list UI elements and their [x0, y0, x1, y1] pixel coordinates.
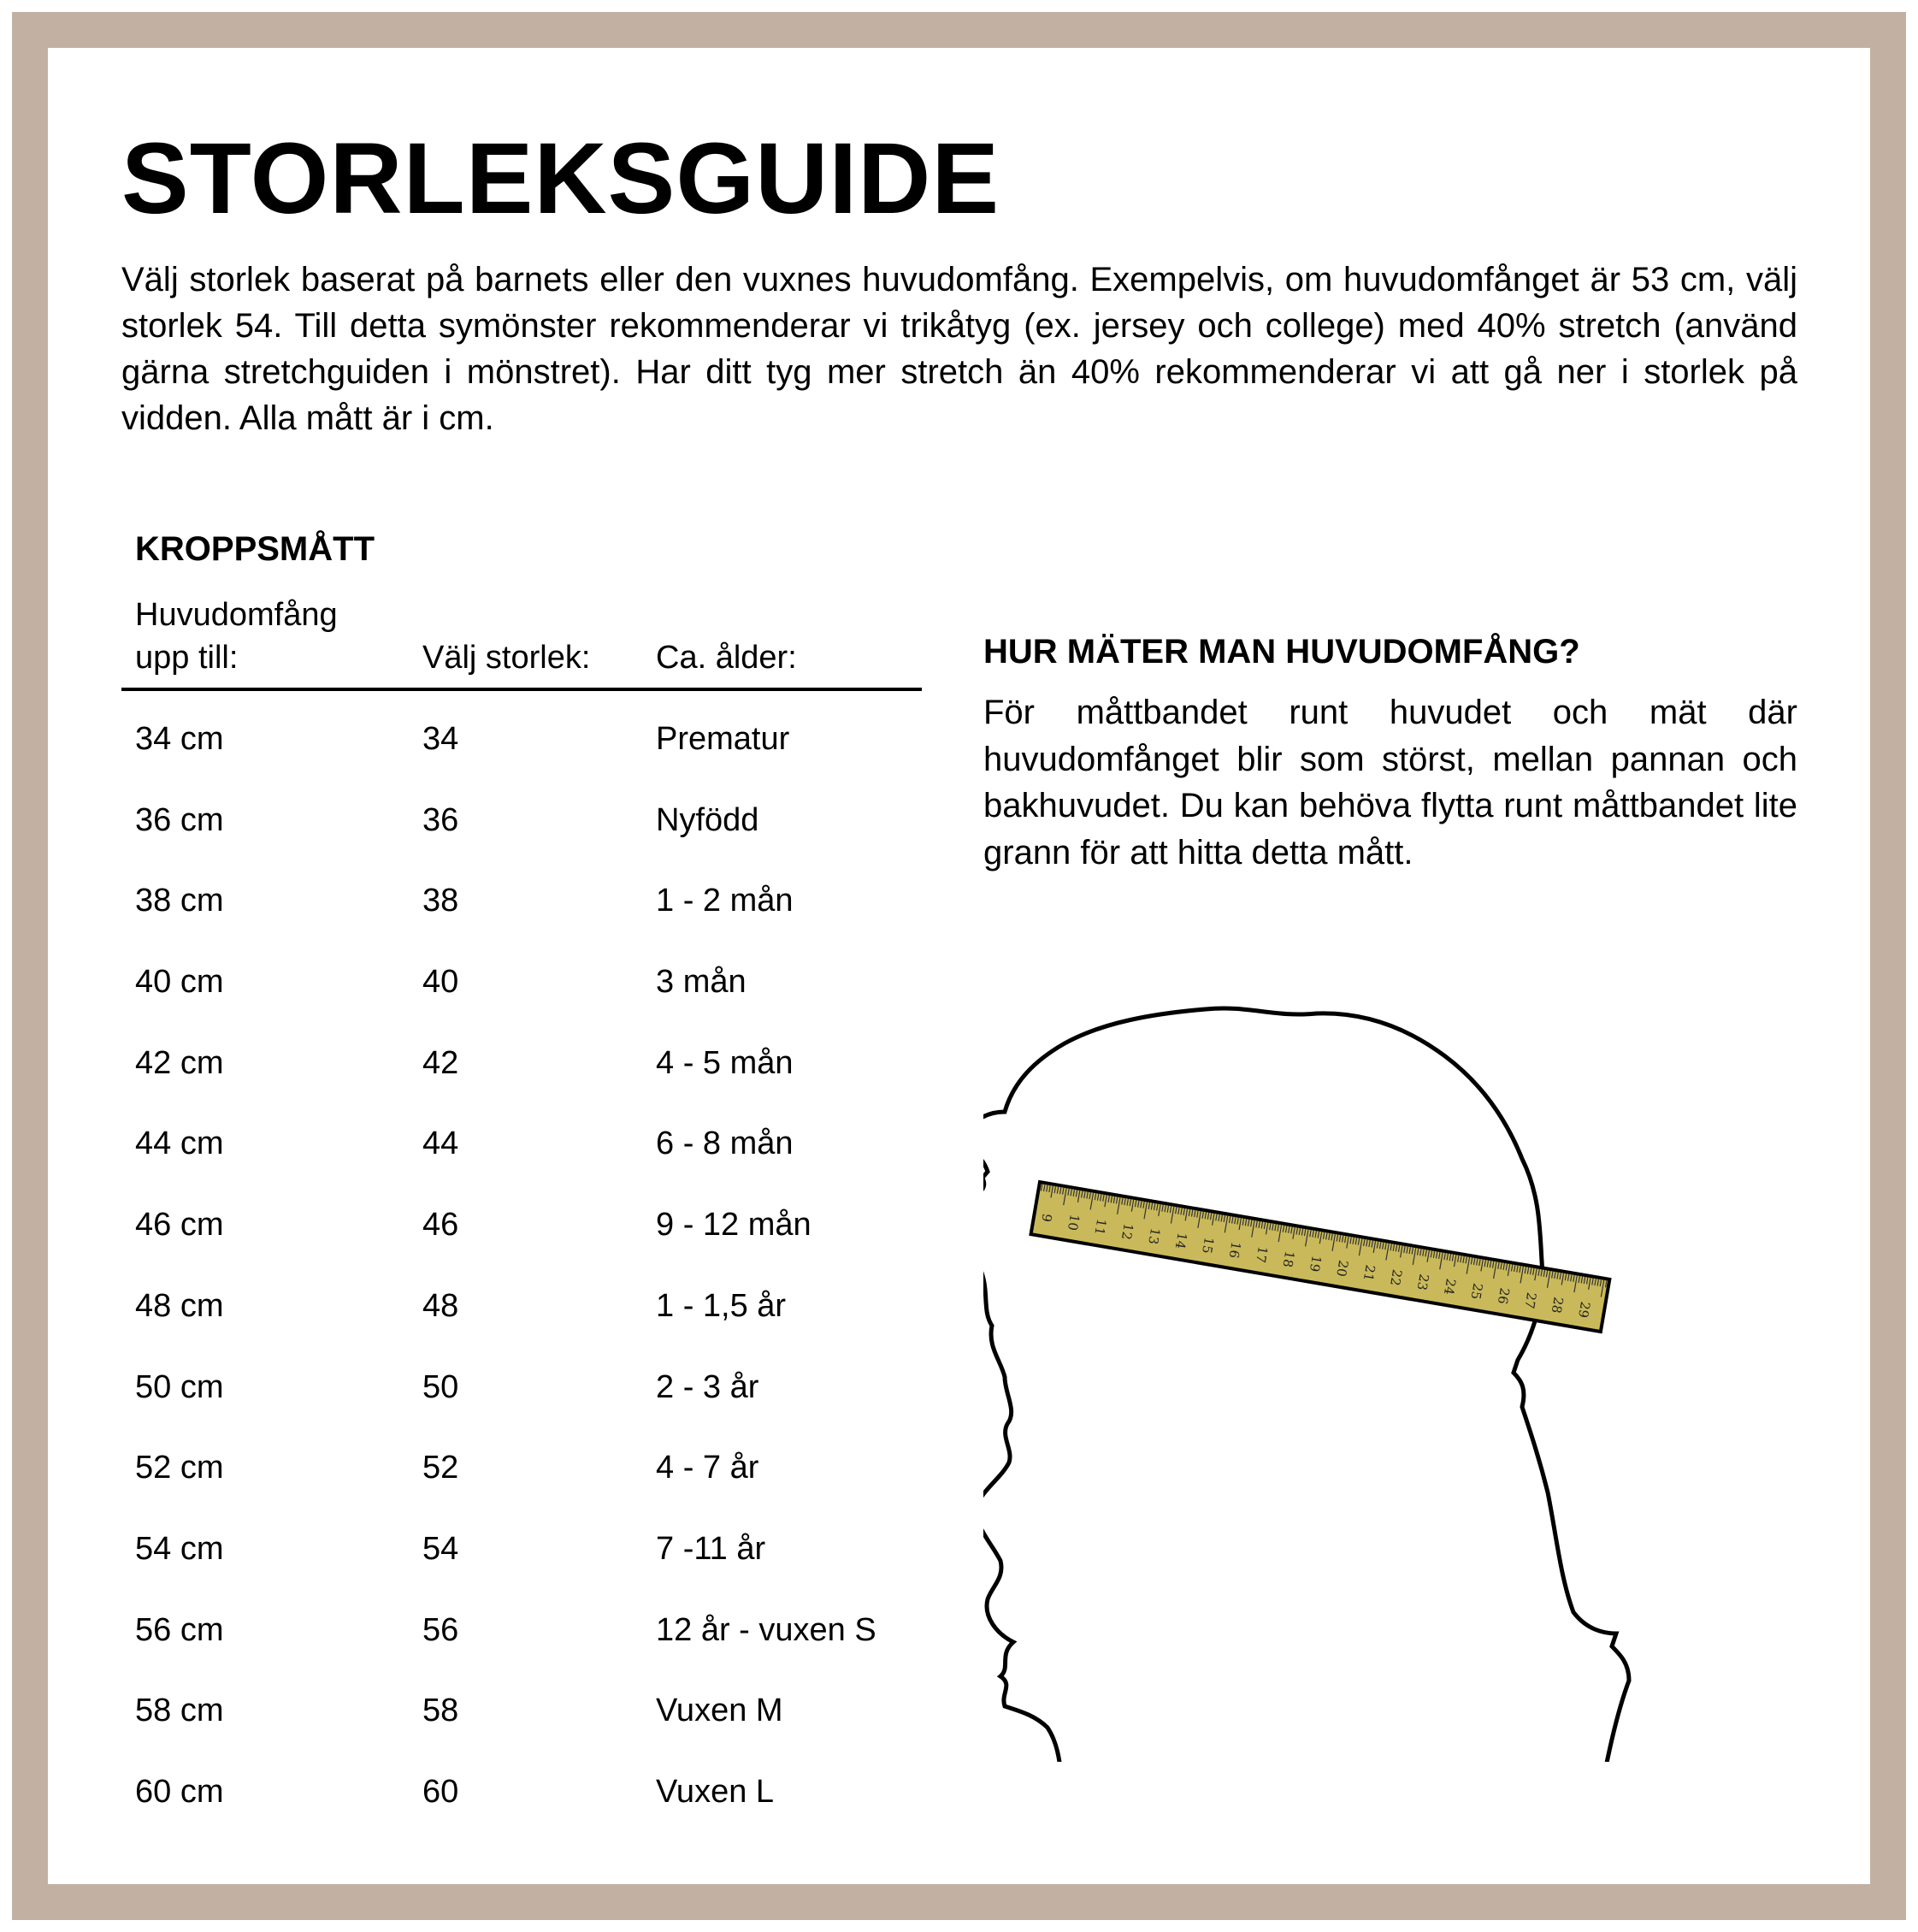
size-table: [121, 595, 922, 1825]
tape-number: 17: [1252, 1244, 1271, 1264]
intro-paragraph: Välj storlek baserat på barnets eller den vuxnes huvudomfång. Exempelvis, om huvudomfånget är 53 cm, välj storlek 54. Till detta symönster rekommenderar vi trikåtyg (ex. jersey och college) med 40% stretch (använd gärna stretchguiden i mönstret). Har ditt tyg mer stretch än 40% rekommenderar vi att gå ner i storlek på vidden. Alla mått är i cm.: [121, 261, 1797, 437]
cell-age: 3 mån: [656, 964, 747, 1001]
cell-head-circumference: 48 cm: [135, 1287, 224, 1324]
table-row: [121, 1501, 922, 1582]
table-row: [121, 772, 922, 854]
cell-size: 52: [422, 1450, 459, 1486]
size-table-body: [121, 691, 922, 1825]
cell-head-circumference: 58 cm: [135, 1693, 224, 1729]
cell-age: Vuxen L: [656, 1773, 775, 1810]
cell-size: 56: [422, 1611, 459, 1648]
table-row: [121, 1339, 922, 1421]
table-row: [121, 1582, 922, 1663]
cell-head-circumference: 40 cm: [135, 964, 224, 1001]
tape-number: 26: [1494, 1286, 1513, 1306]
header-approx-age: Ca. ålder:: [656, 640, 797, 676]
page-title: STORLEKSGUIDE: [121, 122, 1000, 235]
tape-number: 22: [1387, 1267, 1406, 1287]
measuring-tape: [1031, 1182, 1610, 1332]
cell-head-circumference: 42 cm: [135, 1044, 224, 1081]
header-head-circumference: Huvudomfång upp till:: [135, 597, 338, 676]
head-outline: [983, 1008, 1629, 1762]
tape-number: 20: [1333, 1259, 1352, 1278]
cell-age: 9 - 12 mån: [656, 1207, 811, 1244]
tape-number: 19: [1306, 1254, 1325, 1273]
tape-number: 14: [1171, 1231, 1190, 1250]
cell-age: Nyfödd: [656, 801, 759, 838]
tape-number: 13: [1145, 1226, 1164, 1246]
cell-age: 1 - 2 mån: [656, 883, 794, 919]
tape-number: 15: [1199, 1236, 1218, 1256]
cell-size: 36: [422, 801, 459, 838]
cell-size: 44: [422, 1126, 459, 1162]
cell-head-circumference: 46 cm: [135, 1207, 224, 1244]
tape-number: 18: [1279, 1250, 1298, 1269]
cell-head-circumference: 44 cm: [135, 1126, 224, 1162]
cell-size: 40: [422, 964, 459, 1001]
tape-number: 23: [1413, 1273, 1432, 1292]
cell-head-circumference: 36 cm: [135, 801, 224, 838]
table-row: [121, 1258, 922, 1339]
cell-head-circumference: 34 cm: [135, 721, 224, 757]
cell-age: 4 - 5 mån: [656, 1044, 794, 1081]
table-row: [121, 1096, 922, 1177]
cell-size: 58: [422, 1693, 459, 1729]
table-row: [121, 1177, 922, 1258]
table-row: [121, 934, 922, 1015]
cell-age: Vuxen M: [656, 1693, 783, 1729]
tape-number: 25: [1467, 1281, 1486, 1301]
how-to-measure-text: För måttbandet runt huvudet och mät där huvudomfånget blir som störst, mellan pannan och bakhuvudet. Du kan behöva flytta runt måttbandet lite grann för att hitta detta mått.: [983, 694, 1797, 871]
table-row: [121, 1015, 922, 1096]
cell-size: 60: [422, 1773, 459, 1810]
cell-size: 46: [422, 1207, 459, 1244]
tape-number: 16: [1225, 1240, 1244, 1260]
tape-number: 10: [1064, 1213, 1083, 1232]
cell-age: 1 - 1,5 år: [656, 1287, 787, 1324]
size-table-header: [121, 595, 922, 691]
section-title-body-measurements: KROPPSMÅTT: [135, 530, 375, 568]
table-row: [121, 691, 922, 772]
cell-head-circumference: 60 cm: [135, 1773, 224, 1810]
tape-number: 24: [1440, 1277, 1459, 1297]
tape-number: 27: [1521, 1291, 1540, 1310]
cell-size: 50: [422, 1368, 459, 1405]
tape-number: 29: [1575, 1300, 1594, 1320]
tape-number: 9: [1038, 1212, 1055, 1224]
table-row: [121, 1420, 922, 1501]
cell-head-circumference: 54 cm: [135, 1530, 224, 1567]
table-row: [121, 1663, 922, 1744]
cell-age: 7 -11 år: [656, 1530, 766, 1567]
cell-size: 34: [422, 721, 459, 757]
how-to-measure-title: HUR MÄTER MAN HUVUDOMFÅNG?: [983, 633, 1580, 671]
cell-age: 12 år - vuxen S: [656, 1611, 876, 1648]
table-row: [121, 1744, 922, 1825]
cell-head-circumference: 52 cm: [135, 1450, 224, 1486]
tape-number: 12: [1118, 1222, 1136, 1241]
cell-size: 42: [422, 1044, 459, 1081]
header-choose-size: Välj storlek:: [422, 640, 591, 676]
cell-age: 2 - 3 år: [656, 1368, 759, 1405]
cell-size: 48: [422, 1287, 459, 1324]
tape-number: 11: [1091, 1217, 1110, 1237]
cell-age: 6 - 8 mån: [656, 1126, 794, 1162]
cell-size: 38: [422, 883, 459, 919]
tape-number: 28: [1548, 1296, 1567, 1315]
cell-age: 4 - 7 år: [656, 1450, 759, 1486]
cell-head-circumference: 38 cm: [135, 883, 224, 919]
cell-head-circumference: 56 cm: [135, 1611, 224, 1648]
table-row: [121, 853, 922, 934]
cell-head-circumference: 50 cm: [135, 1368, 224, 1405]
head-measuring-illustration: [983, 941, 1685, 1762]
cell-age: Prematur: [656, 721, 790, 757]
cell-size: 54: [422, 1530, 459, 1567]
tape-number: 21: [1360, 1263, 1378, 1283]
